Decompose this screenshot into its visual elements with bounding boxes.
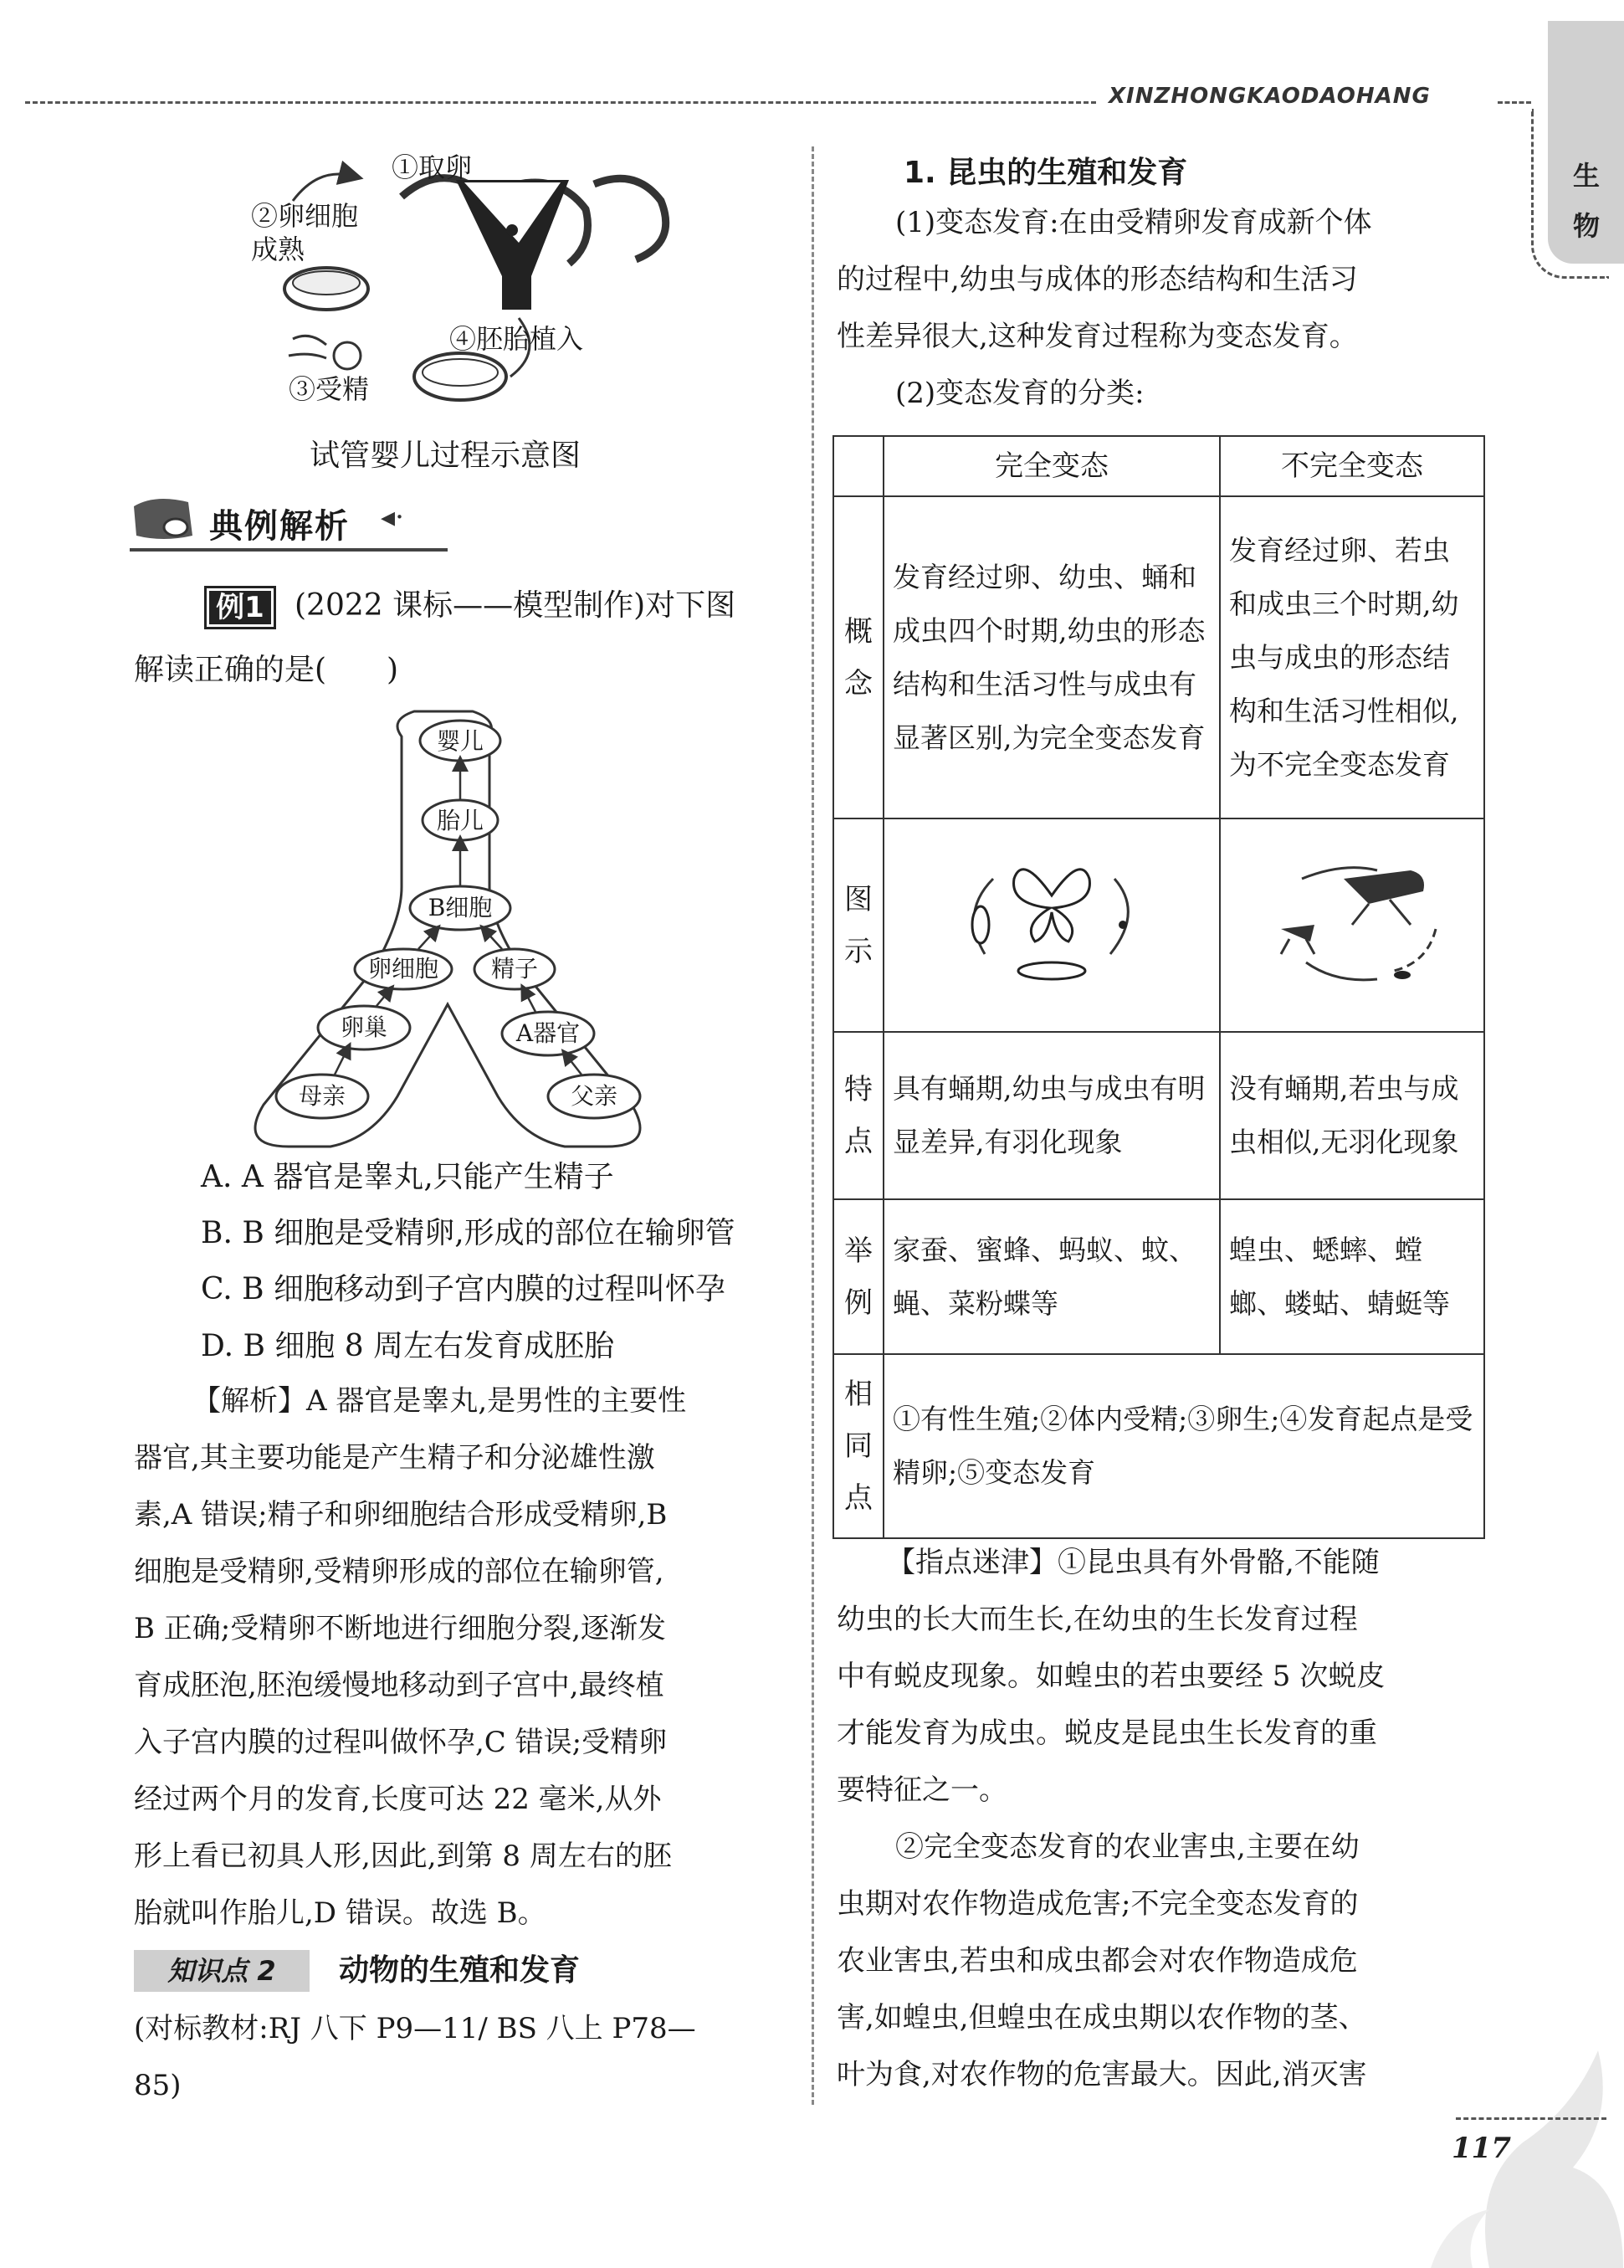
badge-arrow-icon: ◂· (381, 500, 404, 534)
tips-line: 要特征之一。 (837, 1773, 1007, 1807)
tips-line: 农业害虫,若虫和成虫都会对农作物造成危 (837, 1944, 1358, 1978)
nymph-icon (1281, 925, 1314, 942)
node-cell-b: B细胞 (428, 894, 493, 921)
arrow-1 (293, 174, 351, 201)
ivf-label-3: ③受精 (289, 373, 370, 405)
table-row (833, 818, 1484, 1032)
running-title: XINZHONGKAODAOHANG (1109, 84, 1431, 109)
tips-line: 虫期对农作物造成危害;不完全变态发育的 (837, 1887, 1359, 1921)
analysis-line: B 正确;受精卵不断地进行细胞分裂,逐渐发 (134, 1612, 667, 1645)
option-c: C. B 细胞移动到子宫内膜的过程叫怀孕 (201, 1272, 726, 1306)
example-stem-line2: 解读正确的是( ) (134, 653, 399, 687)
cell-complete: 发育经过卵、幼虫、蛹和成虫四个时期,幼虫的形态结构和生活习性与成虫有显著区别,为完全变态发育 (884, 496, 1220, 818)
row-label: 概念 (833, 496, 884, 818)
ivf-label-2: ②卵细胞成熟 (251, 200, 359, 265)
cell-incomplete: 蝗虫、蟋蟀、螳螂、蝼蛄、蜻蜓等 (1220, 1199, 1484, 1354)
row-label: 图示 (833, 818, 884, 1032)
embryo-dot (506, 224, 518, 236)
analysis-line: 素,A 错误;精子和卵细胞结合形成受精卵,B (134, 1498, 668, 1532)
cell-incomplete-figure (1220, 818, 1484, 1032)
analysis-line: 入子宫内膜的过程叫做怀孕,C 错误;受精卵 (134, 1726, 668, 1759)
grasshopper-adult-icon (1344, 870, 1424, 904)
analysis-line: 形上看已初具人形,因此,到第 8 周左右的胚 (134, 1840, 672, 1873)
butterfly-lifecycle-diagram (943, 845, 1160, 988)
node-egg: 卵细胞 (367, 955, 438, 983)
header-complete: 完全变态 (884, 436, 1220, 496)
table-row (833, 1354, 1484, 1538)
option-a: A. A 器官是睾丸,只能产生精子 (201, 1160, 614, 1194)
dish-2-inner (423, 359, 498, 386)
cell-incomplete: 发育经过卵、若虫和成虫三个时期,幼虫与成虫的形态结构和生活习性相似,为不完全变态发育 (1220, 496, 1484, 818)
cell-incomplete: 没有蛹期,若虫与成虫相似,无羽化现象 (1220, 1032, 1484, 1199)
tips-line: ②完全变态发育的农业害虫,主要在幼 (895, 1830, 1360, 1864)
tips-line: 中有蜕皮现象。如蝗虫的若虫要经 5 次蜕皮 (837, 1660, 1386, 1693)
intro-block (837, 194, 1498, 422)
row-label: 相同点 (833, 1354, 884, 1538)
ivf-label-4: ④胚胎植入 (449, 323, 584, 355)
intro-line: (2)变态发育的分类: (895, 377, 1145, 410)
table-corner (833, 436, 884, 496)
analysis-line: 细胞是受精卵,受精卵形成的部位在输卵管, (134, 1555, 664, 1588)
example-tag: 例1 (204, 586, 276, 629)
node-ovary: 卵巢 (340, 1013, 387, 1041)
node-organ-a: A器官 (515, 1019, 581, 1047)
intro-line: 的过程中,幼虫与成体的形态结构和生活习 (837, 263, 1358, 296)
table-row (833, 1199, 1484, 1354)
node-fetus: 胎儿 (436, 807, 484, 834)
analysis-line: 经过两个月的发育,长度可达 22 毫米,从外 (134, 1783, 662, 1816)
node-baby: 婴儿 (436, 727, 484, 755)
badge-underline (130, 548, 448, 552)
node-father: 父亲 (570, 1082, 617, 1110)
dish-1-content (293, 271, 360, 295)
grasshopper-legs (1352, 900, 1411, 925)
intro-line: 性差异很大,这种发育过程称为变态发育。 (837, 320, 1358, 353)
grasshopper-lifecycle-diagram (1243, 845, 1461, 988)
section-badge-label: 典例解析 (209, 507, 350, 546)
butterfly-icon (1014, 870, 1090, 942)
table-row (833, 436, 1484, 496)
cell-complete: 家蚕、蜜蜂、蚂蚁、蚊、蝇、菜粉蝶等 (884, 1199, 1220, 1354)
footer-dashed-line (1456, 2117, 1606, 2120)
analysis-line: 器官,其主要功能是产生精子和分泌雄性激 (134, 1441, 655, 1475)
knowledge-point-title: 动物的生殖和发育 (339, 1953, 581, 1988)
ivf-caption: 试管婴儿过程示意图 (310, 439, 581, 473)
tips-line: 【指点迷津】①昆虫具有外骨骼,不能随 (887, 1546, 1380, 1579)
knowledge-point-tag: 知识点 2 (134, 1950, 310, 1992)
pupa-icon (972, 906, 989, 943)
tips-line: 幼虫的长大而生长,在幼虫的生长发育过程 (837, 1603, 1358, 1636)
ivf-label-1: ①取卵 (392, 151, 473, 183)
larva-icon (1018, 962, 1085, 979)
egg-fertilization (334, 342, 361, 369)
option-b: B. B 细胞是受精卵,形成的部位在输卵管 (201, 1216, 735, 1250)
node-mother: 母亲 (298, 1082, 346, 1110)
right-section-title: 1. 昆虫的生殖和发育 (904, 156, 1188, 190)
analysis-line: 【解析】A 器官是睾丸,是男性的主要性 (192, 1384, 687, 1418)
example-stem-line1: (2022 课标——模型制作)对下图 (295, 588, 736, 623)
dish-2 (414, 353, 506, 400)
analysis-block (134, 1373, 795, 1942)
intro-line: (1)变态发育:在由受精卵发育成新个体 (895, 206, 1372, 239)
knowledge-ref-line1: (对标教材:RJ 八下 P9—11/ BS 八上 P78— (134, 2012, 696, 2045)
cycle-arrow-right (1394, 929, 1436, 971)
side-tab-label: 生物 (1573, 160, 1601, 242)
table-row (833, 1032, 1484, 1199)
tips-line: 叶为食,对农作物的危害最大。因此,消灭害 (837, 2058, 1367, 2091)
page-number: 117 (1452, 2132, 1511, 2165)
cell-merged-common: ①有性生殖;②体内受精;③卵生;④发育起点是受精卵;⑤变态发育 (884, 1354, 1484, 1538)
row-label: 举例 (833, 1199, 884, 1354)
analysis-line: 育成胚泡,胚泡缓慢地移动到子宫中,最终植 (134, 1669, 664, 1702)
metamorphosis-table (832, 435, 1485, 1539)
option-d: D. B 细胞 8 周左右发育成胚胎 (201, 1329, 615, 1363)
egg-icon (1119, 921, 1127, 929)
table-row (833, 496, 1484, 818)
nymph-legs (1281, 939, 1314, 954)
egg-pod-icon (1394, 971, 1411, 979)
cell-complete: 具有蛹期,幼虫与成虫有明显差异,有羽化现象 (884, 1032, 1220, 1199)
header-dashed-tail (1498, 101, 1531, 104)
uterus-right-tube (594, 178, 666, 259)
tips-line: 害,如蝗虫,但蝗虫在成虫期以农作物的茎、 (837, 2001, 1367, 2035)
sperm-lines (289, 336, 326, 358)
node-sperm: 精子 (490, 955, 538, 983)
tips-line: 才能发育为成虫。蜕皮是昆虫生长发育的重 (837, 1716, 1377, 1750)
column-divider (812, 146, 814, 2105)
knowledge-ref-line2: 85) (134, 2069, 182, 2102)
row-label: 特点 (833, 1032, 884, 1199)
badge-icon (130, 494, 197, 544)
analysis-line: 胎就叫作胎儿,D 错误。故选 B。 (134, 1896, 546, 1930)
cell-complete-figure (884, 818, 1220, 1032)
cycle-arrow-bottom (1306, 962, 1377, 980)
header-incomplete: 不完全变态 (1220, 436, 1484, 496)
header-dashed-line (25, 101, 1096, 104)
